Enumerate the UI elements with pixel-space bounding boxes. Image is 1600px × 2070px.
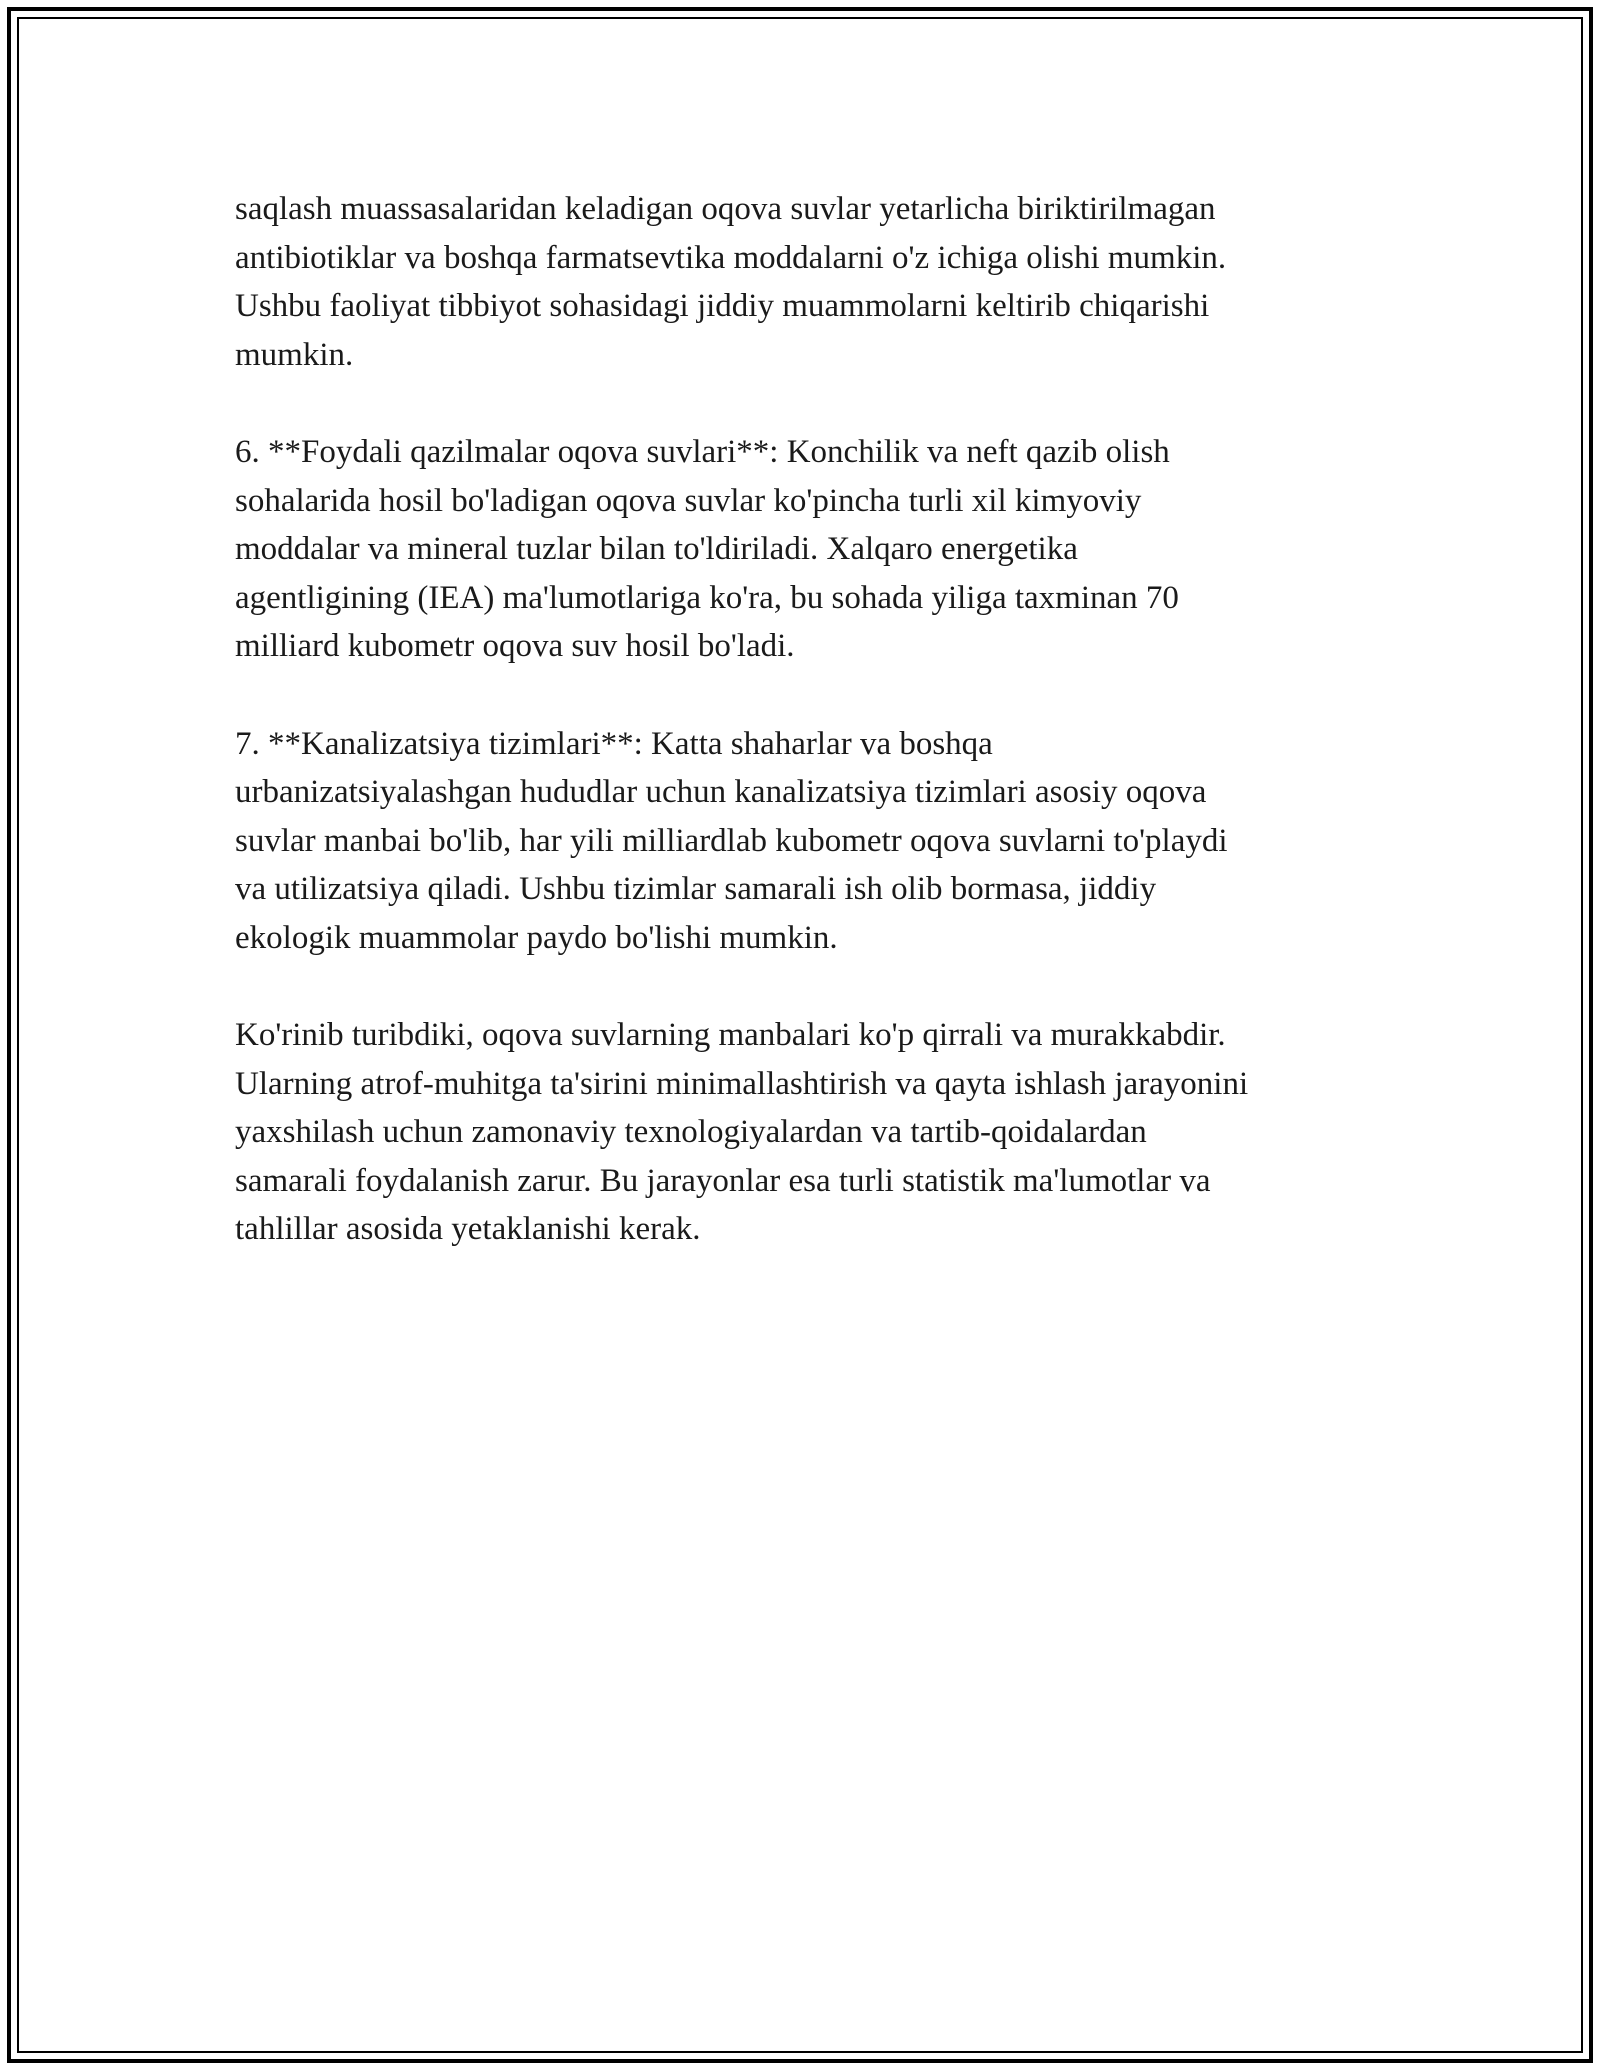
paragraph-mining-wastewater: [235, 428, 1385, 671]
text-line: Ularning atrof-muhitga ta'sirini minimallashtirish va qayta ishlash jarayonini: [235, 1065, 1249, 1102]
text-line: moddalar va mineral tuzlar bilan to'ldiriladi. Xalqaro energetika: [235, 531, 1078, 567]
paragraph-healthcare-continuation: [235, 185, 1385, 379]
paragraph-sewerage-systems: [235, 720, 1385, 963]
text-line: yaxshilash uchun zamonaviy texnologiyalardan va tartib-qoidalardan: [235, 1114, 1147, 1150]
text-line: urbanizatsiyalashgan hududlar uchun kanalizatsiya tizimlari asosiy oqova: [235, 774, 1207, 810]
text-line: ekologik muammolar paydo bo'lishi mumkin.: [235, 919, 838, 956]
text-line: 6. **Foydali qazilmalar oqova suvlari**: Konchilik va neft qazib olish: [235, 434, 1170, 470]
text-line: Ushbu faoliyat tibbiyot sohasidagi jiddiy muammolarni keltirib chiqarishi: [235, 288, 1210, 324]
text-line: samarali foydalanish zarur. Bu jarayonlar esa turli statistik ma'lumotlar va: [235, 1162, 1211, 1199]
text-line: suvlar manbai bo'lib, har yili milliardlab kubometr oqova suvlarni to'playdi: [235, 822, 1228, 859]
text-line: Ko'rinib turibdiki, oqova suvlarning manbalari ko'p qirrali va murakkabdir.: [235, 1017, 1226, 1053]
text-line: va utilizatsiya qiladi. Ushbu tizimlar samarali ish olib bormasa, jiddiy: [235, 871, 1157, 907]
document-body: [235, 185, 1385, 1303]
text-line: tahlillar asosida yetaklanishi kerak.: [235, 1211, 701, 1247]
text-line: mumkin.: [235, 336, 354, 373]
paragraph-conclusion: [235, 1011, 1385, 1254]
text-line: sohalarida hosil bo'ladigan oqova suvlar ko'pincha turli xil kimyoviy: [235, 482, 1142, 519]
text-line: agentligining (IEA) ma'lumotlariga ko'ra, bu sohada yiliga taxminan 70: [235, 579, 1179, 616]
text-line: antibiotiklar va boshqa farmatsevtika moddalarni o'z ichiga olishi mumkin.: [235, 239, 1227, 276]
text-line: saqlash muassasalaridan keladigan oqova suvlar yetarlicha biriktirilmagan: [235, 191, 1216, 227]
text-line: 7. **Kanalizatsiya tizimlari**: Katta shaharlar va boshqa: [235, 725, 993, 762]
text-line: milliard kubometr oqova suv hosil bo'ladi.: [235, 628, 795, 664]
